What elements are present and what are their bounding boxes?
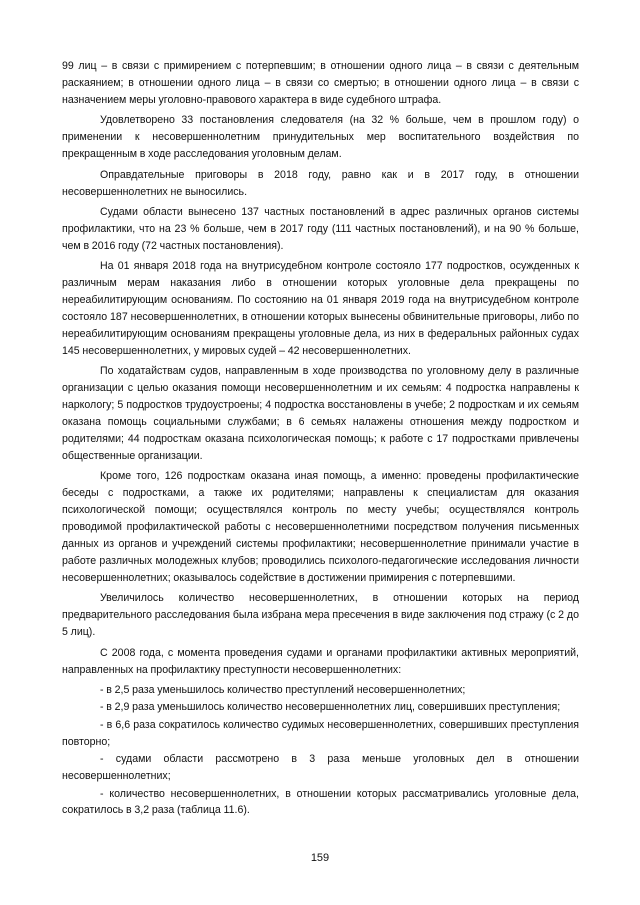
paragraph-private-rulings: Судами области вынесено 137 частных постановлений в адрес различных органов системы профилактики, что на 23 % больше, чем в 2017 году (111 частных постановлений), и на 90 % больше, чем в 2016 году (72 частных постановления). bbox=[62, 206, 579, 252]
list-item: - в 6,6 раза сократилось количество судимых несовершеннолетних, совершивших преступления повторно; bbox=[62, 718, 579, 748]
paragraph-other-assistance: Кроме того, 126 подросткам оказана иная помощь, а именно: проведены профилактические беседы с подростками, а также их родителями; направлены к специалистам для оказания психологической помощи; осуществлялся контроль по месту учебы; осуществлялся контроль проводимой профилактической работы с несовершеннолетними посредством получения письменных данных из органов и учреждений системы профилактики; несовершеннолетние принимали участие в работе различных молодежных клубов; проводились психолого-педагогические исследования личности несовершеннолетних; оказывалось содействие в достижении примирения с потерпевшими. bbox=[62, 470, 579, 584]
paragraph-acquittals: Оправдательные приговоры в 2018 году, равно как и в 2017 году, в отношении несовершеннолетних не выносились. bbox=[62, 168, 579, 198]
list-item: - судами области рассмотрено в 3 раза меньше уголовных дел в отношении несовершеннолетних; bbox=[62, 753, 579, 783]
paragraph-court-petitions: По ходатайствам судов, направленным в ходе производства по уголовному делу в различные организации с целью оказания помощи несовершеннолетним и их семьям: 4 подростка направлены к наркологу; 5 подростков трудоустроены; 4 подростка восстановлены в учебе; 2 подросткам и их семьям оказана помощь социальными службами; в 6 семьях налажены отношения между подростком и родителями; 44 подросткам оказана психологическая помощь; к работе с 17 подростками привлечены общественные организации. bbox=[62, 365, 579, 462]
list-item: - количество несовершеннолетних, в отношении которых рассматривались уголовные дела, сократилось в 3,2 раза (таблица 11.6). bbox=[62, 787, 579, 817]
paragraph-court-control: На 01 января 2018 года на внутрисудебном контроле состояло 177 подростков, осужденных к различным мерам наказания либо в отношении которых уголовные дела прекращены по нереабилитирующим основаниям. По состоянию на 01 января 2019 года на внутрисудебном контроле состояло 187 несовершеннолетних, в отношении которых вынесены обвинительные приговоры, либо по нереабилитирующим основаниям прекращены уголовные дела, из них в федеральных районных судах 145 несовершеннолетних, у мировых судей – 42 несовершеннолетних. bbox=[62, 260, 579, 357]
paragraph-investigator-resolutions: Удовлетворено 33 постановления следователя (на 32 % больше, чем в прошлом году) о применении к несовершеннолетним принудительных мер воспитательного воздействия по прекращенным в ходе расследования уголовным делам. bbox=[62, 114, 579, 161]
paragraph-since-2008: С 2008 года, с момента проведения судами и органами профилактики активных мероприятий, направленных на профилактику преступности несовершеннолетних: bbox=[62, 646, 579, 676]
paragraph-termination-reasons: 99 лиц – в связи с примирением с потерпевшим; в отношении одного лица – в связи с деятельным раскаянием; в отношении одного лица – в связи со смертью; в отношении одного лица – в связи с назначением меры уголовно-правового характера в виде судебного штрафа. bbox=[62, 60, 579, 106]
document-body bbox=[62, 58, 579, 820]
paragraph-detention-increase: Увеличилось количество несовершеннолетних, в отношении которых на период предварительного расследования была избрана мера пресечения в виде заключения под стражу (с 2 до 5 лиц). bbox=[62, 592, 579, 639]
list-item: - в 2,5 раза уменьшилось количество преступлений несовершеннолетних; bbox=[100, 684, 466, 697]
list-item: - в 2,9 раза уменьшилось количество несовершеннолетних лиц, совершивших преступления; bbox=[100, 701, 561, 714]
page-number: 159 bbox=[310, 852, 330, 864]
